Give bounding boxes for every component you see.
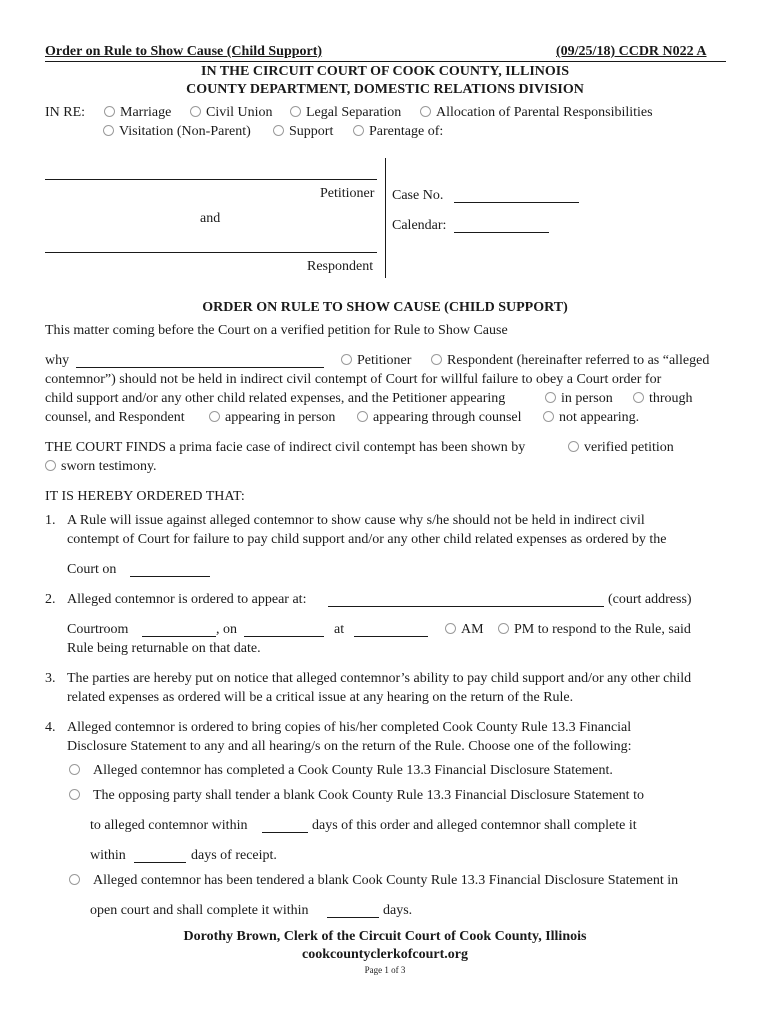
item4-option2-line3b: days of receipt. — [191, 848, 277, 863]
order-intro: This matter coming before the Court on a verified petition for Rule to Show Cause — [45, 323, 508, 338]
opt-respondent-not-appearing[interactable]: not appearing. — [543, 410, 639, 426]
header-rule — [45, 61, 726, 62]
courtroom-field[interactable] — [142, 636, 216, 637]
radio-icon[interactable] — [633, 392, 644, 403]
and-label: and — [200, 211, 221, 226]
opt-petitioner-through[interactable]: through — [633, 391, 693, 407]
item1-line1: A Rule will issue against alleged contemnor to show cause why s/he should not be held in indirect civil — [67, 513, 645, 528]
form-code: (09/25/18) CCDR N022 A — [556, 44, 707, 59]
petitioner-label: Petitioner — [320, 186, 375, 201]
in-re-civil-union[interactable]: Civil Union — [190, 105, 273, 121]
at-label: at — [334, 622, 345, 637]
radio-icon[interactable] — [290, 106, 301, 117]
respondent-label: Respondent — [307, 259, 374, 274]
item1-number: 1. — [45, 513, 56, 528]
respondent-name-field[interactable] — [45, 252, 377, 253]
order-title: ORDER ON RULE TO SHOW CAUSE (CHILD SUPPORT) — [202, 300, 568, 315]
clerk-name: Dorothy Brown, Clerk of the Circuit Court of Cook County, Illinois — [183, 929, 587, 944]
item4-option3-line2b: days. — [383, 903, 413, 918]
radio-icon[interactable] — [357, 411, 368, 422]
case-no-label: Case No. — [392, 188, 444, 203]
in-re-label: IN RE: — [45, 105, 86, 120]
opt-verified-petition[interactable]: verified petition — [568, 440, 674, 456]
item2-line1: Alleged contemnor is ordered to appear at: — [67, 592, 307, 607]
radio-icon[interactable] — [69, 764, 80, 775]
radio-icon[interactable] — [498, 623, 509, 634]
item3-line1: The parties are hereby put on notice that alleged contemnor’s ability to pay child support and/or any other child — [67, 671, 692, 686]
radio-icon[interactable] — [273, 125, 284, 136]
calendar-field[interactable] — [454, 232, 549, 233]
radio-icon[interactable] — [190, 106, 201, 117]
radio-icon[interactable] — [543, 411, 554, 422]
court-address-field[interactable] — [328, 606, 604, 607]
calendar-label: Calendar: — [392, 218, 447, 233]
opt-respondent-counsel[interactable]: appearing through counsel — [357, 410, 522, 426]
in-re-parentage[interactable]: Parentage of: — [353, 124, 443, 140]
court-finds: THE COURT FINDS a prima facie case of indirect civil contempt has been shown by — [45, 440, 526, 455]
item4-option1[interactable]: Alleged contemnor has completed a Cook County Rule 13.3 Financial Disclosure Statement. — [69, 763, 613, 779]
item3-number: 3. — [45, 671, 56, 686]
item1-court-on: Court on — [67, 562, 117, 577]
page-number: Page 1 of 3 — [364, 965, 406, 975]
in-re-allocation[interactable]: Allocation of Parental Responsibilities — [420, 105, 653, 121]
days-of-receipt-field[interactable] — [134, 862, 186, 863]
order-line3: child support and/or any other child related expenses, and the Petitioner appearing — [45, 391, 506, 406]
radio-icon[interactable] — [104, 106, 115, 117]
opt-pm[interactable]: PM to respond to the Rule, said — [498, 622, 691, 638]
days-complete-field[interactable] — [327, 917, 379, 918]
radio-icon[interactable] — [445, 623, 456, 634]
radio-icon[interactable] — [103, 125, 114, 136]
radio-icon[interactable] — [209, 411, 220, 422]
radio-icon[interactable] — [69, 789, 80, 800]
item4-option3[interactable]: Alleged contemnor has been tendered a blank Cook County Rule 13.3 Financial Disclosure Statement in — [69, 873, 678, 889]
opt-sworn-testimony[interactable]: sworn testimony. — [45, 459, 157, 475]
radio-icon[interactable] — [431, 354, 442, 365]
item4-option2-line3a: within — [90, 848, 126, 863]
radio-icon[interactable] — [568, 441, 579, 452]
item1-line2: contempt of Court for failure to pay child support and/or any other child related expenses as ordered by the — [67, 532, 667, 547]
appear-time-field[interactable] — [354, 636, 428, 637]
court-title-line2: COUNTY DEPARTMENT, DOMESTIC RELATIONS DIVISION — [186, 82, 584, 97]
radio-icon[interactable] — [69, 874, 80, 885]
opt-petitioner[interactable]: Petitioner — [341, 353, 411, 369]
court-on-date-field[interactable] — [130, 576, 210, 577]
caption-divider — [385, 158, 386, 278]
why-label: why — [45, 353, 70, 368]
courtroom-label: Courtroom — [67, 622, 129, 637]
case-no-field[interactable] — [454, 202, 579, 203]
radio-icon[interactable] — [545, 392, 556, 403]
item3-line2: related expenses as ordered will be a critical issue at any hearing on the return of the Rule. — [67, 690, 574, 705]
order-line4: counsel, and Respondent — [45, 410, 185, 425]
item2-number: 2. — [45, 592, 56, 607]
in-re-visitation[interactable]: Visitation (Non-Parent) — [103, 124, 251, 140]
ordered-heading: IT IS HEREBY ORDERED THAT: — [45, 489, 245, 504]
opt-am[interactable]: AM — [445, 622, 484, 638]
item4-option2-line2a: to alleged contemnor within — [90, 818, 248, 833]
item4-option3-line2a: open court and shall complete it within — [90, 903, 309, 918]
court-address-label: (court address) — [608, 592, 692, 607]
item4-option2-line2b: days of this order and alleged contemnor shall complete it — [312, 818, 637, 833]
petitioner-name-field[interactable] — [45, 179, 377, 180]
form-title: Order on Rule to Show Cause (Child Support) — [45, 44, 323, 59]
opt-petitioner-in-person[interactable]: in person — [545, 391, 613, 407]
item4-option2[interactable]: The opposing party shall tender a blank Cook County Rule 13.3 Financial Disclosure Statement to — [69, 788, 644, 804]
in-re-legal-separation[interactable]: Legal Separation — [290, 105, 401, 121]
item4-line2: Disclosure Statement to any and all hearing/s on the return of the Rule. Choose one of the following: — [67, 739, 632, 754]
radio-icon[interactable] — [353, 125, 364, 136]
order-line2: contemnor”) should not be held in indirect civil contempt of Court for willful failure to obey a Court order for — [45, 372, 662, 387]
item4-line1: Alleged contemnor is ordered to bring copies of his/her completed Cook County Rule 13.3 Financial — [67, 720, 632, 735]
why-name-field[interactable] — [76, 367, 324, 368]
radio-icon[interactable] — [45, 460, 56, 471]
radio-icon[interactable] — [341, 354, 352, 365]
in-re-marriage[interactable]: Marriage — [104, 105, 171, 121]
days-of-order-field[interactable] — [262, 832, 308, 833]
appear-date-field[interactable] — [244, 636, 324, 637]
item2-line3: Rule being returnable on that date. — [67, 641, 261, 656]
clerk-website: cookcountyclerkofcourt.org — [301, 947, 469, 962]
item4-number: 4. — [45, 720, 56, 735]
opt-respondent-in-person[interactable]: appearing in person — [209, 410, 335, 426]
radio-icon[interactable] — [420, 106, 431, 117]
in-re-support[interactable]: Support — [273, 124, 333, 140]
on-label: , on — [216, 622, 237, 637]
opt-respondent[interactable]: Respondent (hereinafter referred to as “alleged — [431, 353, 709, 369]
court-title-line1: IN THE CIRCUIT COURT OF COOK COUNTY, ILLINOIS — [201, 64, 569, 79]
